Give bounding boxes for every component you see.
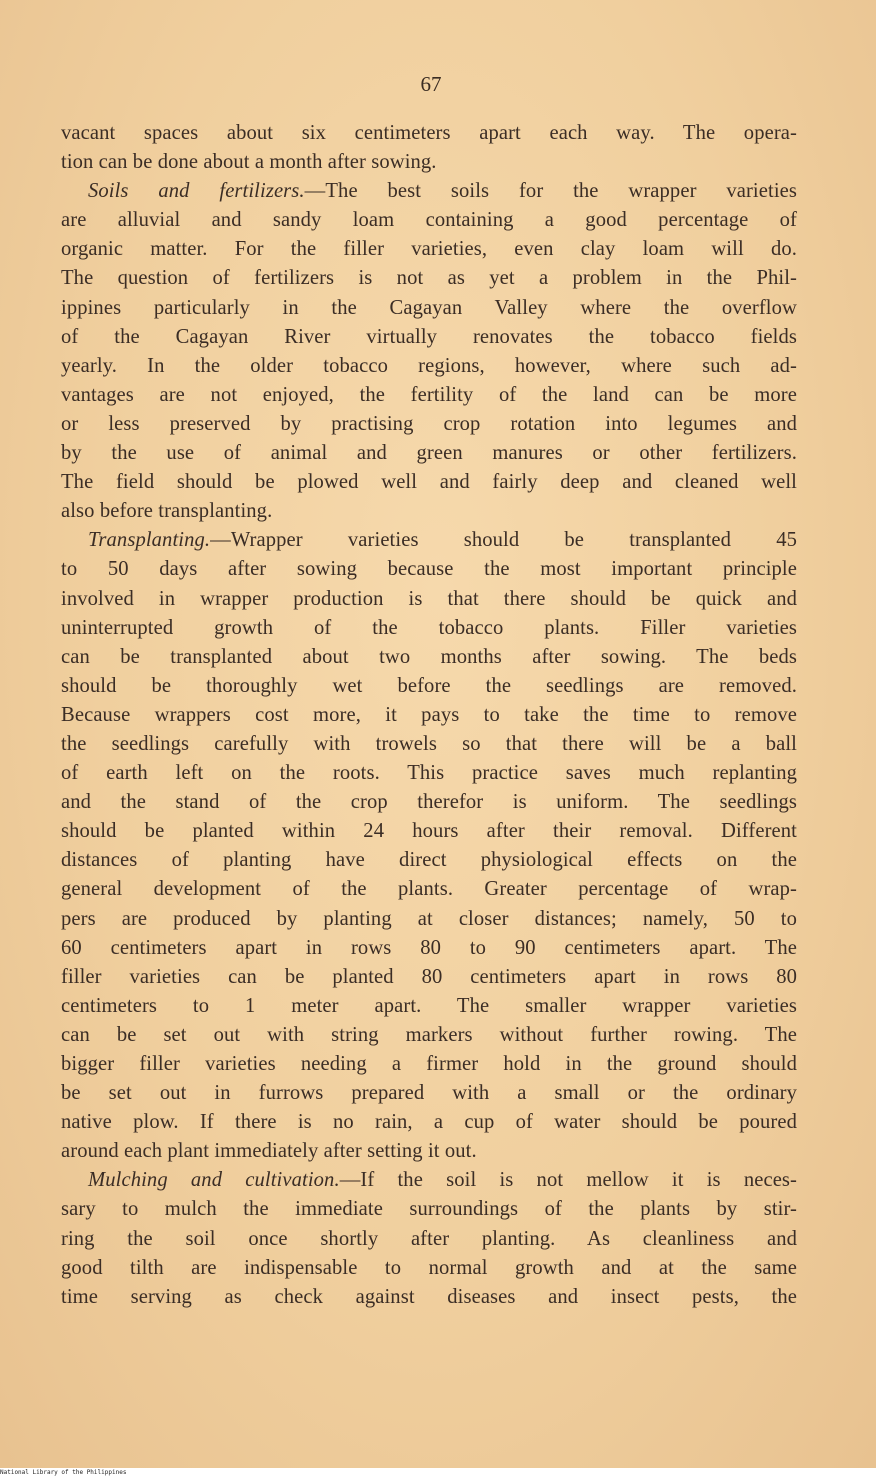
text-line xyxy=(61,614,797,643)
line-text: be set out in furrows prepared with a small or the ordinary xyxy=(61,1082,797,1105)
text-line xyxy=(61,206,797,235)
text-line xyxy=(61,759,797,788)
line-text: pers are produced by planting at closer distances; namely, 50 to xyxy=(61,907,797,930)
text-line xyxy=(61,439,797,468)
text-line xyxy=(61,934,797,963)
text-line xyxy=(61,1225,797,1254)
line-text: The question of fertilizers is not as yet a problem in the Phil- xyxy=(61,267,797,290)
text-line xyxy=(61,817,797,846)
line-text: time serving as check against diseases and insect pests, the xyxy=(61,1285,797,1308)
text-line xyxy=(61,1195,797,1224)
text-line xyxy=(61,701,797,730)
text-line xyxy=(61,148,797,177)
text-line xyxy=(61,119,797,148)
line-text: vacant spaces about six centimeters apart each way. The opera- xyxy=(61,122,797,144)
text-line xyxy=(61,381,797,410)
library-watermark-label: National Library of the Philippines xyxy=(0,1469,127,1476)
text-line xyxy=(61,410,797,439)
text-line xyxy=(61,1108,797,1137)
page-number: 67 xyxy=(420,72,442,96)
line-text: of the Cagayan River virtually renovates the tobacco fields xyxy=(61,325,797,348)
line-text: ring the soil once shortly after planting. As cleanliness and xyxy=(61,1227,797,1250)
line-text: The field should be plowed well and fairly deep and cleaned well xyxy=(61,471,797,494)
line-text: —Wrapper varieties should be transplanted 45 xyxy=(210,529,797,552)
line-text: can be transplanted about two months after sowing. The beds xyxy=(61,645,797,668)
text-line xyxy=(61,323,797,352)
line-text: centimeters to 1 meter apart. The smaller wrapper varieties xyxy=(61,994,797,1017)
text-line xyxy=(61,788,797,817)
line-text: vantages are not enjoyed, the fertility of the land can be more xyxy=(61,383,797,406)
text-line xyxy=(61,1166,797,1195)
text-line xyxy=(61,905,797,934)
line-text: uninterrupted growth of the tobacco plants. Filler varieties xyxy=(61,616,797,639)
line-text: bigger filler varieties needing a firmer hold in the ground should xyxy=(61,1053,797,1075)
text-line xyxy=(61,672,797,701)
text-line xyxy=(61,1283,797,1312)
text-line xyxy=(61,1079,797,1108)
text-line xyxy=(61,643,797,672)
line-text: native plow. If there is no rain, a cup of water should be poured xyxy=(61,1111,797,1134)
line-text: yearly. In the older tobacco regions, however, where such ad- xyxy=(61,354,797,377)
line-text: sary to mulch the immediate surroundings of the plants by stir- xyxy=(61,1198,797,1221)
text-line xyxy=(61,1021,797,1050)
line-text: distances of planting have direct physiological effects on the xyxy=(61,849,797,872)
text-line xyxy=(61,1050,797,1079)
line-text: by the use of animal and green manures or other fertilizers. xyxy=(61,442,797,465)
text-line xyxy=(61,264,797,293)
text-line xyxy=(61,585,797,614)
line-text: should be planted within 24 hours after their removal. Different xyxy=(61,820,797,843)
line-text: filler varieties can be planted 80 centimeters apart in rows 80 xyxy=(61,965,797,988)
text-line xyxy=(61,730,797,759)
text-line xyxy=(61,468,797,497)
line-text: the seedlings carefully with trowels so that there will be a ball xyxy=(61,732,797,755)
text-line xyxy=(61,992,797,1021)
line-text: are alluvial and sandy loam containing a good percentage of xyxy=(61,209,797,232)
text-line xyxy=(61,1254,797,1283)
line-text: can be set out with string markers without further rowing. The xyxy=(61,1023,797,1046)
line-text: 60 centimeters apart in rows 80 to 90 centimeters apart. The xyxy=(61,936,797,959)
line-text: to 50 days after sowing because the most important principle xyxy=(61,558,797,581)
text-line xyxy=(61,294,797,323)
text-line xyxy=(61,177,797,206)
section-heading: Soils and fertilizers. xyxy=(88,180,305,203)
line-text: ippines particularly in the Cagayan Valley where the overflow xyxy=(61,296,797,319)
section-heading: Mulching and cultivation. xyxy=(88,1169,340,1192)
text-line xyxy=(61,497,797,526)
line-text: and the stand of the crop therefor is uniform. The seedlings xyxy=(61,791,797,814)
line-text: organic matter. For the filler varieties, even clay loam will do. xyxy=(61,238,797,261)
text-line xyxy=(61,875,797,904)
text-line xyxy=(61,846,797,875)
line-text: around each plant immediately after setting it out. xyxy=(61,1140,477,1163)
line-text: of earth left on the roots. This practice saves much replanting xyxy=(61,762,797,785)
text-line xyxy=(61,963,797,992)
line-text: tion can be done about a month after sowing. xyxy=(61,151,437,174)
text-line xyxy=(61,526,797,555)
line-text: or less preserved by practising crop rotation into legumes and xyxy=(61,412,797,435)
line-text: should be thoroughly wet before the seedlings are removed. xyxy=(61,674,797,697)
text-line xyxy=(61,555,797,584)
line-text: involved in wrapper production is that there should be quick and xyxy=(61,587,797,610)
line-text: also before transplanting. xyxy=(61,500,273,523)
line-text: good tilth are indispensable to normal growth and at the same xyxy=(61,1256,797,1279)
line-text: —If the soil is not mellow it is neces- xyxy=(339,1169,798,1192)
line-text: general development of the plants. Greater percentage of wrap- xyxy=(61,878,797,901)
line-text: —The best soils for the wrapper varieties xyxy=(304,180,797,203)
section-heading: Transplanting. xyxy=(88,529,211,552)
text-line xyxy=(61,235,797,264)
line-text: Because wrappers cost more, it pays to take the time to remove xyxy=(61,703,797,726)
body-text xyxy=(61,119,797,1312)
text-line xyxy=(61,1137,797,1166)
text-line xyxy=(61,352,797,381)
